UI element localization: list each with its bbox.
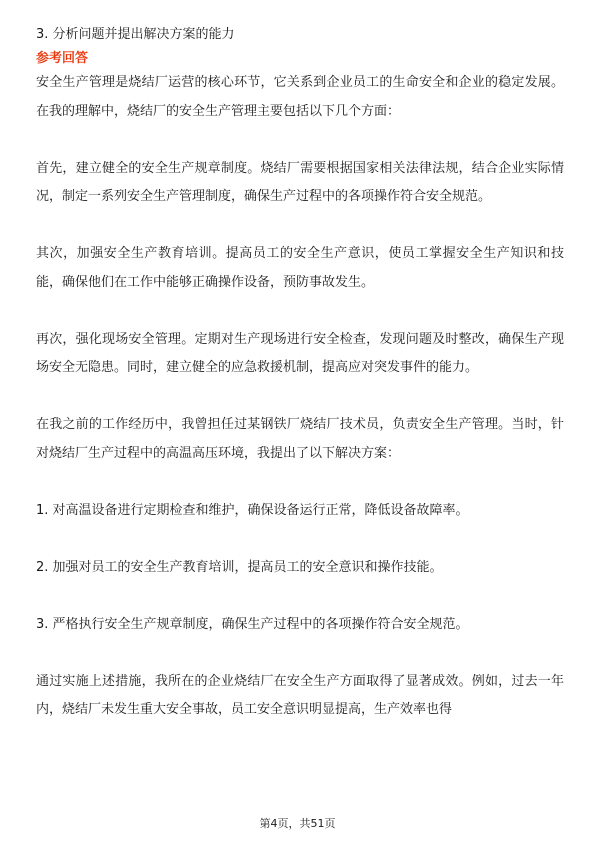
page-footer: 第4页，共51页 [259, 817, 336, 830]
paragraph-gap [36, 383, 564, 412]
answer-paragraph: 其次，加强安全生产教育培训。提高员工的安全生产意识，使员工掌握安全生产知识和技能，确保他们在工作中能够正确操作设备，预防事故发生。 [36, 246, 564, 290]
paragraph-gap [36, 297, 564, 326]
answer-label: 参考回答 [36, 51, 89, 66]
paragraph-gap [36, 582, 564, 611]
answer-paragraph: 再次，强化现场安全管理。定期对生产现场进行安全检查，发现问题及时整改，确保生产现场安全无隐患。同时，建立健全的应急救援机制，提高应对突发事件的能力。 [36, 331, 564, 375]
question-title: 3. 分析问题并提出解决方案的能力 [36, 27, 235, 42]
paragraph-gap [36, 525, 564, 554]
paragraph-gap [36, 212, 564, 241]
answer-paragraph: 安全生产管理是烧结厂运营的核心环节，它关系到企业员工的生命安全和企业的稳定发展。在我的理解中，烧结厂的安全生产管理主要包括以下几个方面： [36, 75, 564, 119]
page-content [36, 25, 564, 725]
solution-item-3: 3. 严格执行安全生产规章制度，确保生产过程中的各项操作符合安全规范。 [36, 616, 469, 632]
answer-paragraph: 在我之前的工作经历中，我曾担任过某钢铁厂烧结厂技术员，负责安全生产管理。当时，针对烧结厂生产过程中的高温高压环境，我提出了以下解决方案： [36, 417, 564, 461]
answer-paragraph: 首先，建立健全的安全生产规章制度。烧结厂需要根据国家相关法律法规，结合企业实际情况，制定一系列安全生产管理制度，确保生产过程中的各项操作符合安全规范。 [36, 160, 564, 204]
solution-item-2: 2. 加强对员工的安全生产教育培训，提高员工的安全意识和操作技能。 [36, 559, 443, 575]
answer-paragraph: 通过实施上述措施，我所在的企业烧结厂在安全生产方面取得了显著成效。例如，过去一年内，烧结厂未发生重大安全事故，员工安全意识明显提高，生产效率也得 [36, 673, 564, 717]
paragraph-gap [36, 126, 564, 155]
paragraph-gap [36, 639, 564, 668]
paragraph-gap [36, 468, 564, 497]
solution-item-1: 1. 对高温设备进行定期检查和维护，确保设备运行正常，降低设备故障率。 [36, 502, 469, 518]
